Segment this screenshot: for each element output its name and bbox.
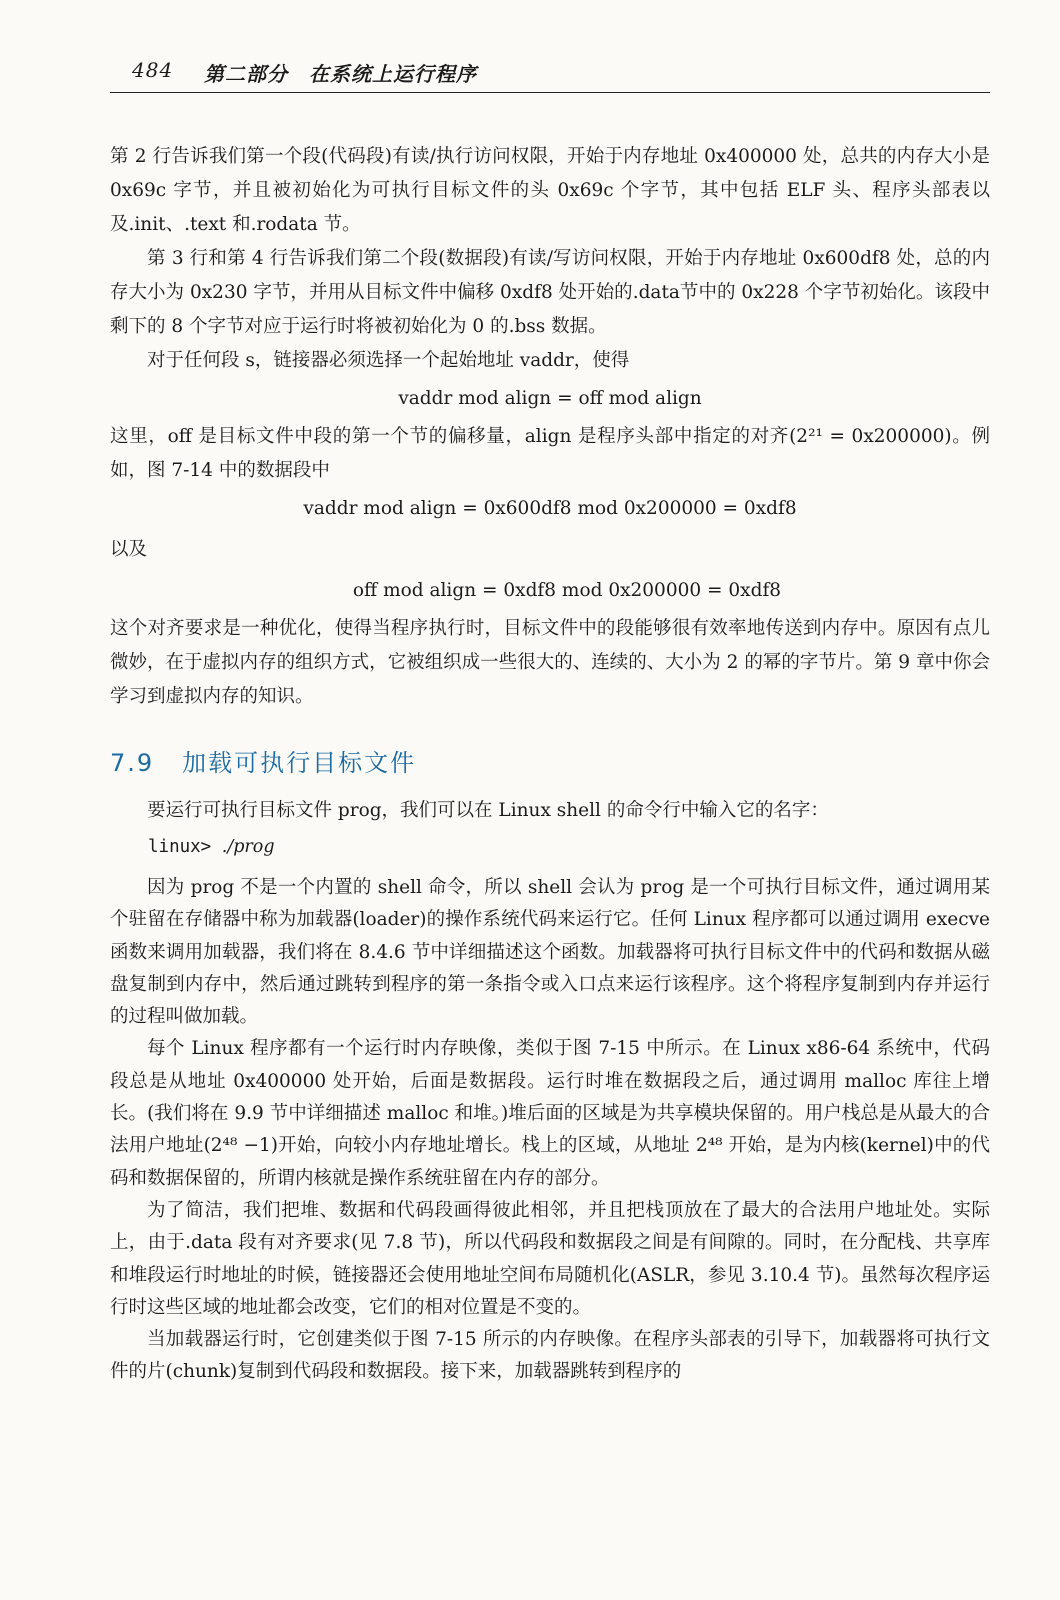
section-heading	[110, 732, 990, 794]
paragraph: 这里，off 是目标文件中段的第一个节的偏移量，align 是程序头部中指定的对齐(2²¹ = 0x200000)。例如，图 7-14 中的数据段中	[110, 426, 990, 481]
page-number: 484	[132, 58, 174, 82]
page-body	[110, 140, 990, 1389]
paragraph: 当加载器运行时，它创建类似于图 7-15 所示的内存映像。在程序头部表的引导下，加载器将可执行文件的片(chunk)复制到代码段和数据段。接下来，加载器跳转到程序的	[110, 1329, 990, 1383]
paragraph: 对于任何段 s，链接器必须选择一个起始地址 vaddr，使得	[147, 350, 630, 371]
paragraph: 每个 Linux 程序都有一个运行时内存映像，类似于图 7-15 中所示。在 Linux x86-64 系统中，代码段总是从地址 0x400000 处开始，后面是数据段。运行时堆在数据段之后，通过调用 malloc 库往上增长。(我们将在 9.9 节中详细描述 malloc 和堆。)堆后面的区域是为共享模块保留的。用户栈总是从最大的合法用户地址(2⁴⁸ −1)开始，向较小内存地址增长。栈上的区域，从地址 2⁴⁸ 开始，是为内核(kernel)中的代码和数据保留的，所谓内核就是操作系统驻留在内存的部分。	[110, 1038, 990, 1189]
paragraph: 这个对齐要求是一种优化，使得当程序执行时，目标文件中的段能够很有效率地传送到内存中。原因有点儿微妙，在于虚拟内存的组织方式，它被组织成一些很大的、连续的、大小为 2 的幂的字节片。第 9 章中你会学习到虚拟内存的知识。	[110, 618, 990, 707]
section-title: 加载可执行目标文件	[182, 749, 417, 777]
section-number: 7.9	[110, 749, 155, 777]
command-argument: ./prog	[221, 837, 275, 857]
running-title: 第二部分 在系统上运行程序	[204, 62, 477, 86]
formula: vaddr mod align = 0x600df8 mod 0x200000 = 0xdf8	[303, 498, 797, 519]
paragraph: 第 3 行和第 4 行告诉我们第二个段(数据段)有读/写访问权限，开始于内存地址 0x600df8 处，总的内存大小为 0x230 字节，并用从目标文件中偏移 0xdf8 处开始的.data节中的 0x228 个字节初始化。该段中剩下的 8 个字节对应于运行时将被初始化为 0 的.bss 数据。	[110, 248, 990, 337]
formula: vaddr mod align = off mod align	[398, 388, 702, 409]
paragraph: 因为 prog 不是一个内置的 shell 命令，所以 shell 会认为 prog 是一个可执行目标文件，通过调用某个驻留在存储器中称为加载器(loader)的操作系统代码来运行它。任何 Linux 程序都可以通过调用 execve 函数来调用加载器，我们将在 8.4.6 节中详细描述这个函数。加载器将可执行目标文件中的代码和数据从磁盘复制到内存中，然后通过跳转到程序的第一条指令或入口点来运行该程序。这个将程序复制到内存并运行的过程叫做加载。	[110, 877, 990, 1028]
paragraph: 为了简洁，我们把堆、数据和代码段画得彼此相邻，并且把栈顶放在了最大的合法用户地址处。实际上，由于.data 段有对齐要求(见 7.8 节)，所以代码段和数据段之间是有间隙的。同时，在分配栈、共享库和堆段运行时地址的时候，链接器还会使用地址空间布局随机化(ASLR，参见 3.10.4 节)。虽然每次程序运行时这些区域的地址都会改变，它们的相对位置是不变的。	[110, 1199, 990, 1318]
formula: off mod align = 0xdf8 mod 0x200000 = 0xdf8	[352, 580, 782, 601]
page-header	[110, 52, 990, 93]
paragraph: 要运行可执行目标文件 prog，我们可以在 Linux shell 的命令行中输入它的名字：	[147, 800, 829, 821]
paragraph: 第 2 行告诉我们第一个段(代码段)有读/执行访问权限，开始于内存地址 0x400000 处，总共的内存大小是 0x69c 字节，并且被初始化为可执行目标文件的头 0x69c 个字节，其中包括 ELF 头、程序头部表以及.init、.text 和.rodata 节。	[110, 146, 990, 235]
command-line	[110, 828, 990, 866]
paragraph: 以及	[110, 539, 148, 560]
command-prompt: linux>	[148, 837, 222, 857]
